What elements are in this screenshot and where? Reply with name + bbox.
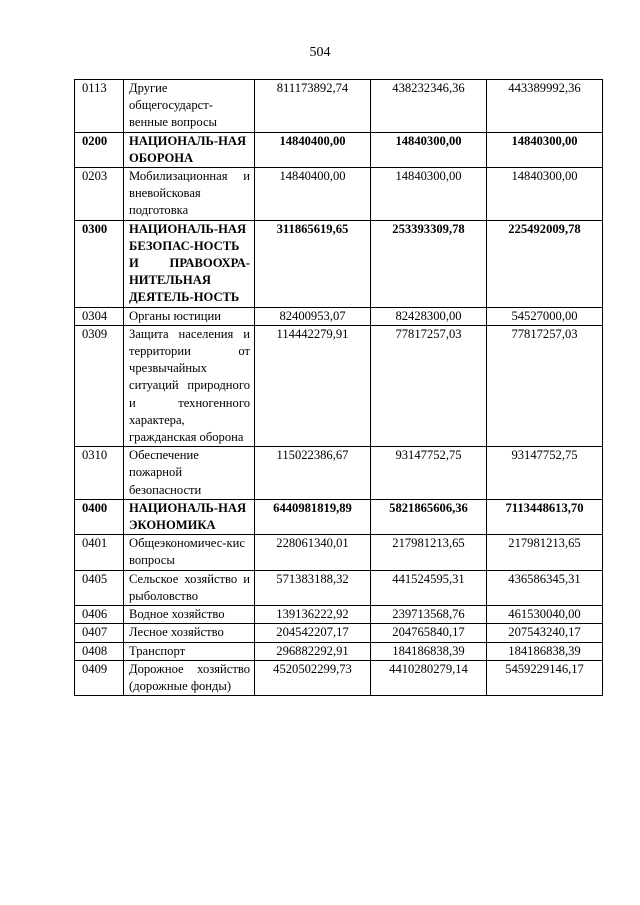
row-code: 0300 [75, 220, 124, 307]
row-value-2: 77817257,03 [371, 325, 487, 446]
row-value-3: 7113448613,70 [487, 499, 603, 534]
row-value-1: 14840400,00 [255, 132, 371, 167]
row-code: 0400 [75, 499, 124, 534]
table-row [75, 220, 603, 307]
row-value-3: 443389992,36 [487, 80, 603, 133]
table-row [75, 624, 603, 642]
row-code: 0304 [75, 307, 124, 325]
table-row [75, 499, 603, 534]
row-value-2: 14840300,00 [371, 168, 487, 221]
row-value-1: 82400953,07 [255, 307, 371, 325]
row-value-1: 811173892,74 [255, 80, 371, 133]
budget-table-body [75, 80, 603, 696]
row-value-1: 4520502299,73 [255, 660, 371, 695]
table-row [75, 570, 603, 605]
row-name: Общеэкономичес-кис вопросы [124, 535, 255, 570]
row-value-2: 14840300,00 [371, 132, 487, 167]
row-value-2: 253393309,78 [371, 220, 487, 307]
row-value-1: 115022386,67 [255, 447, 371, 500]
row-name: Другие общегосударст-венные вопросы [124, 80, 255, 133]
table-row [75, 132, 603, 167]
row-name: Водное хозяйство [124, 606, 255, 624]
row-value-2: 93147752,75 [371, 447, 487, 500]
row-value-2: 5821865606,36 [371, 499, 487, 534]
row-code: 0409 [75, 660, 124, 695]
row-name: Дорожное хозяйство (дорожные фонды) [124, 660, 255, 695]
row-name: Лесное хозяйство [124, 624, 255, 642]
row-code: 0406 [75, 606, 124, 624]
row-value-3: 225492009,78 [487, 220, 603, 307]
table-row [75, 307, 603, 325]
table-row [75, 535, 603, 570]
row-value-2: 438232346,36 [371, 80, 487, 133]
row-name: Защита населения и территории от чрезвычайных ситуаций природного и техногенного характера, гражданская оборона [124, 325, 255, 446]
row-name: НАЦИОНАЛЬ-НАЯ ОБОРОНА [124, 132, 255, 167]
table-row [75, 447, 603, 500]
row-value-3: 14840300,00 [487, 168, 603, 221]
row-name: Транспорт [124, 642, 255, 660]
row-value-2: 82428300,00 [371, 307, 487, 325]
row-value-1: 6440981819,89 [255, 499, 371, 534]
row-value-3: 436586345,31 [487, 570, 603, 605]
row-value-1: 114442279,91 [255, 325, 371, 446]
row-code: 0203 [75, 168, 124, 221]
row-value-3: 217981213,65 [487, 535, 603, 570]
row-value-1: 228061340,01 [255, 535, 371, 570]
row-code: 0309 [75, 325, 124, 446]
row-value-3: 184186838,39 [487, 642, 603, 660]
row-code: 0113 [75, 80, 124, 133]
row-value-1: 139136222,92 [255, 606, 371, 624]
row-value-1: 296882292,91 [255, 642, 371, 660]
row-value-3: 5459229146,17 [487, 660, 603, 695]
row-value-2: 204765840,17 [371, 624, 487, 642]
table-row [75, 660, 603, 695]
row-value-1: 204542207,17 [255, 624, 371, 642]
row-value-1: 311865619,65 [255, 220, 371, 307]
row-code: 0310 [75, 447, 124, 500]
row-value-3: 54527000,00 [487, 307, 603, 325]
table-row [75, 325, 603, 446]
table-row [75, 80, 603, 133]
row-name: Мобилизационная и вневойсковая подготовка [124, 168, 255, 221]
row-name: НАЦИОНАЛЬ-НАЯ БЕЗОПАС-НОСТЬ И ПРАВООХРА-НИТЕЛЬНАЯ ДЕЯТЕЛЬ-НОСТЬ [124, 220, 255, 307]
row-value-3: 93147752,75 [487, 447, 603, 500]
row-value-1: 571383188,32 [255, 570, 371, 605]
row-name: НАЦИОНАЛЬ-НАЯ ЭКОНОМИКА [124, 499, 255, 534]
table-row [75, 642, 603, 660]
row-value-2: 4410280279,14 [371, 660, 487, 695]
table-row [75, 606, 603, 624]
row-value-2: 217981213,65 [371, 535, 487, 570]
budget-table [74, 79, 603, 696]
row-name: Сельское хозяйство и рыболовство [124, 570, 255, 605]
row-value-1: 14840400,00 [255, 168, 371, 221]
row-value-2: 184186838,39 [371, 642, 487, 660]
row-code: 0405 [75, 570, 124, 605]
row-value-3: 77817257,03 [487, 325, 603, 446]
row-value-3: 207543240,17 [487, 624, 603, 642]
page-number: 504 [309, 45, 331, 60]
row-code: 0401 [75, 535, 124, 570]
row-value-3: 14840300,00 [487, 132, 603, 167]
row-name: Органы юстиции [124, 307, 255, 325]
table-row [75, 168, 603, 221]
row-name: Обеспечение пожарной безопасности [124, 447, 255, 500]
row-code: 0407 [75, 624, 124, 642]
row-value-3: 461530040,00 [487, 606, 603, 624]
row-value-2: 441524595,31 [371, 570, 487, 605]
row-code: 0200 [75, 132, 124, 167]
row-value-2: 239713568,76 [371, 606, 487, 624]
row-code: 0408 [75, 642, 124, 660]
